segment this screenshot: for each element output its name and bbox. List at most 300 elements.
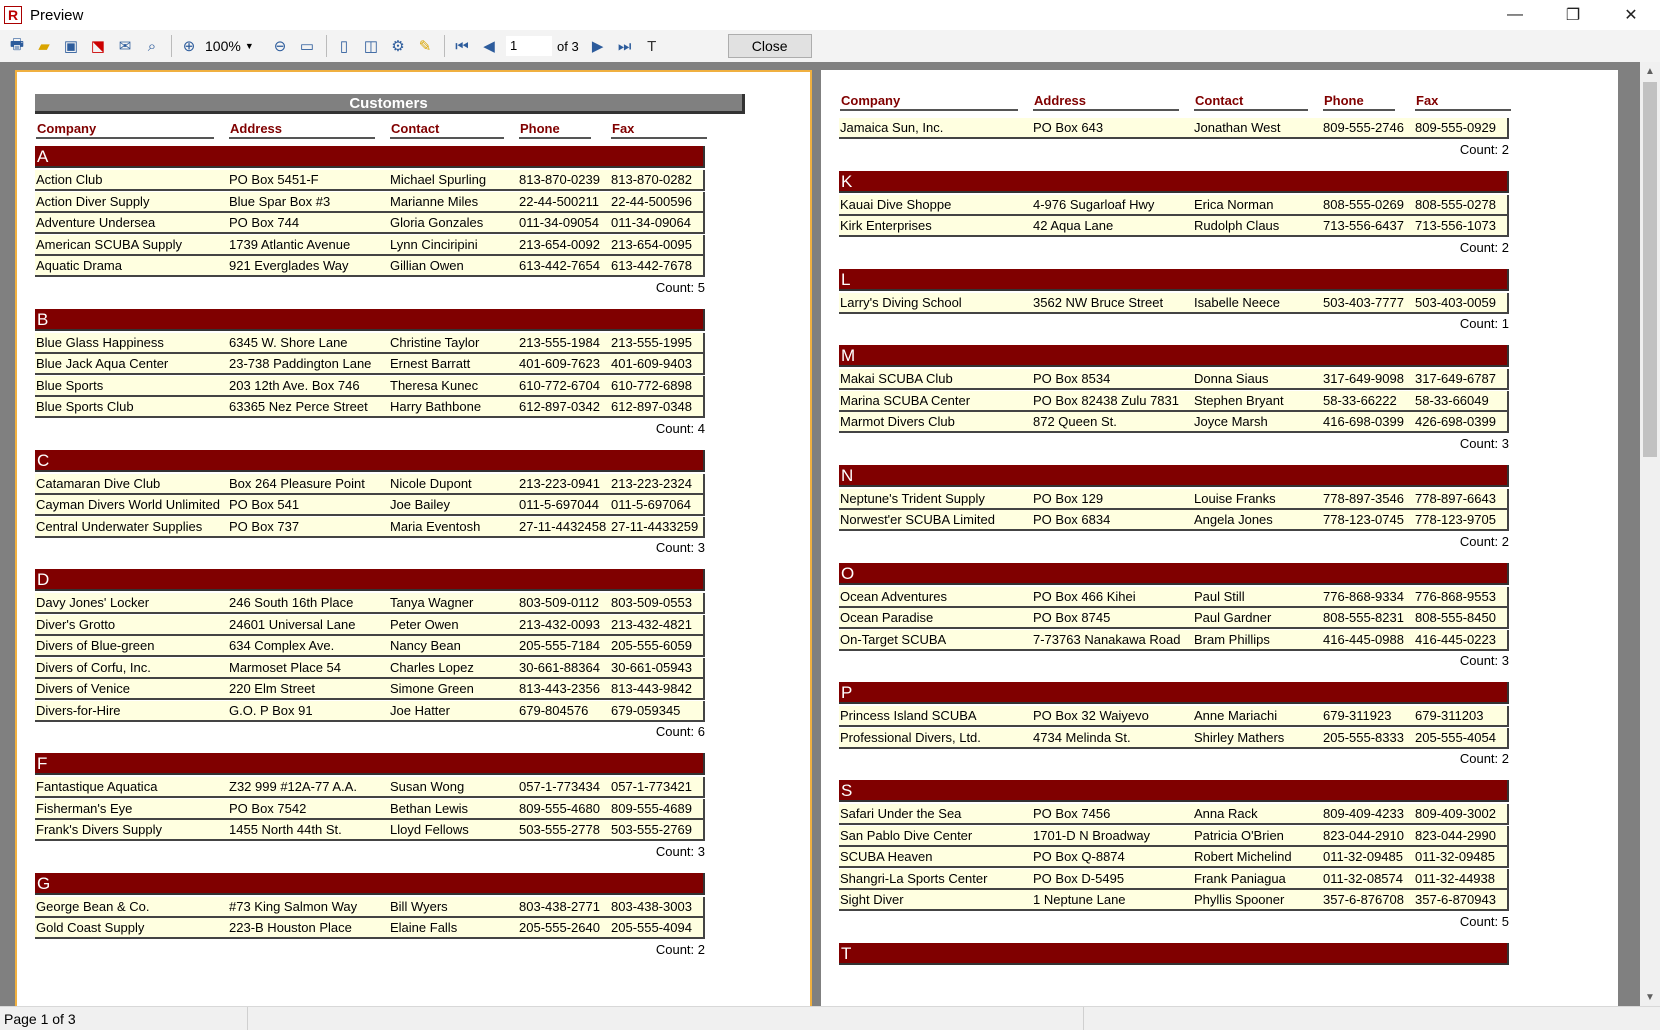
cell-fax: 612-897-0348 (611, 399, 692, 414)
cell-address: PO Box 466 Kihei (1033, 588, 1136, 604)
table-row[interactable] (839, 391, 1509, 412)
cell-contact: Tanya Wagner (390, 595, 474, 610)
cell-contact: Frank Paniagua (1194, 870, 1286, 886)
cell-address: PO Box 744 (229, 215, 300, 230)
cell-phone: 416-698-0399 (1323, 414, 1404, 429)
cell-phone: 213-654-0092 (519, 236, 600, 252)
vertical-scrollbar[interactable] (1640, 62, 1660, 1006)
cell-address: PO Box 129 (1033, 490, 1104, 506)
group-count (35, 280, 705, 295)
cell-contact: Michael Spurling (390, 172, 487, 187)
cell-company: Divers of Corfu, Inc. (36, 659, 151, 675)
cell-contact: Nicole Dupont (390, 475, 472, 491)
fit-page-icon[interactable]: ▭ (299, 38, 315, 55)
table-row[interactable] (35, 192, 705, 213)
scrollbar-thumb[interactable] (1643, 82, 1657, 457)
cell-phone: 679-311923 (1323, 708, 1392, 723)
cell-address: 1739 Atlantic Avenue (229, 236, 351, 252)
cell-fax: 416-445-0223 (1415, 631, 1496, 647)
cell-fax: 809-555-4689 (611, 800, 692, 816)
cell-company: Ocean Adventures (840, 588, 947, 604)
cell-contact: Joe Hatter (390, 702, 450, 718)
count-value: 5 (697, 279, 705, 295)
cell-company: Marina SCUBA Center (840, 392, 971, 408)
cell-company: Professional Divers, Ltd. (840, 729, 981, 745)
column-header-address[interactable]: Address (1033, 92, 1179, 111)
cell-fax: 803-438-3003 (611, 898, 692, 914)
cell-company: American SCUBA Supply (36, 236, 182, 252)
table-row[interactable] (839, 706, 1509, 727)
cell-contact: Susan Wong (390, 779, 465, 794)
cell-address: 6345 W. Shore Lane (229, 334, 348, 350)
table-row[interactable] (35, 777, 705, 798)
table-row[interactable] (35, 820, 705, 841)
cell-phone: 813-443-2356 (519, 681, 600, 696)
column-header-phone[interactable]: Phone (519, 120, 591, 139)
cell-company: San Pablo Dive Center (840, 827, 973, 843)
table-row[interactable] (839, 804, 1509, 825)
cell-fax: 205-555-4054 (1415, 729, 1496, 745)
cell-address: PO Box D-5495 (1033, 870, 1125, 886)
table-row[interactable] (839, 369, 1509, 390)
table-row[interactable] (35, 376, 705, 397)
cell-fax: 011-5-697064 (611, 497, 691, 512)
cell-contact: Robert Michelind (1194, 849, 1292, 864)
table-row[interactable] (839, 728, 1509, 749)
zoom-out-icon[interactable]: ⊖ (273, 38, 287, 55)
group-count (35, 942, 705, 957)
cell-fax: 809-555-0929 (1415, 120, 1496, 135)
cell-fax: 813-870-0282 (611, 172, 692, 187)
cell-phone: 808-555-8231 (1323, 610, 1404, 625)
cell-fax: 401-609-9403 (611, 356, 692, 371)
cell-address: 1 Neptune Lane (1033, 892, 1126, 907)
cell-phone: 213-223-0941 (519, 475, 600, 491)
cell-contact: Elaine Falls (390, 920, 458, 935)
cell-company: Blue Sports Club (36, 399, 134, 414)
cell-address: 24601 Universal Lane (229, 616, 356, 632)
cell-phone: 30-661-88364 (519, 659, 600, 675)
cell-fax: 503-403-0059 (1415, 294, 1496, 310)
cell-fax: 426-698-0399 (1415, 414, 1496, 429)
email-icon[interactable]: ✉ (118, 38, 132, 55)
cell-address: 1701-D N Broadway (1033, 827, 1151, 843)
cell-contact: Simone Green (390, 681, 474, 696)
table-row[interactable] (35, 636, 705, 657)
count-label: Count: (1459, 239, 1502, 255)
group-header-t: T (839, 943, 1509, 965)
toolbar-separator (171, 35, 172, 57)
close-window-button[interactable]: ✕ (1624, 7, 1638, 24)
cell-fax: 610-772-6898 (611, 377, 692, 393)
single-page-icon[interactable]: ▯ (339, 38, 349, 55)
cell-company: Kirk Enterprises (840, 218, 932, 233)
cell-company: Divers of Venice (36, 681, 130, 696)
status-bar (0, 1006, 1660, 1030)
count-label: Count: (1459, 913, 1502, 929)
table-row[interactable] (35, 235, 705, 256)
pdf-icon[interactable]: ⬔ (90, 38, 106, 55)
cell-address: 3562 NW Bruce Street (1033, 294, 1164, 310)
column-header-contact[interactable]: Contact (390, 120, 504, 139)
table-row[interactable] (35, 679, 705, 700)
cell-address: Box 264 Pleasure Point (229, 475, 365, 491)
page-setup-icon[interactable]: ⚙ (391, 38, 405, 55)
cell-contact: Rudolph Claus (1194, 218, 1280, 233)
cell-company: Norwest'er SCUBA Limited (840, 512, 995, 527)
cell-fax: 809-409-3002 (1415, 806, 1496, 821)
cell-phone: 713-556-6437 (1323, 218, 1404, 233)
cell-address: PO Box 737 (229, 518, 300, 534)
cell-fax: 213-223-2324 (611, 475, 692, 491)
group-count (35, 421, 705, 436)
table-row[interactable] (839, 608, 1509, 629)
count-value: 1 (1501, 316, 1509, 331)
toolbar (0, 30, 1660, 62)
table-row[interactable] (35, 354, 705, 375)
table-row[interactable] (839, 489, 1509, 510)
cell-contact: Gloria Gonzales (390, 215, 484, 230)
cell-address: Marmoset Place 54 (229, 659, 341, 675)
cell-fax: 27-11-4433259 (611, 518, 699, 534)
group-header-o: O (839, 563, 1509, 585)
cell-phone: 011-5-697044 (519, 497, 599, 512)
cell-contact: Christine Taylor (390, 334, 480, 350)
cell-contact: Jonathan West (1194, 120, 1281, 135)
cell-fax: 213-654-0095 (611, 236, 692, 252)
zoom-value: 100% (205, 38, 241, 54)
cell-address: 634 Complex Ave. (229, 638, 335, 653)
cell-address: PO Box 7542 (229, 800, 307, 816)
cell-company: Gold Coast Supply (36, 920, 145, 935)
table-row[interactable] (35, 397, 705, 418)
table-row[interactable] (839, 826, 1509, 847)
cell-fax: 205-555-4094 (611, 920, 692, 935)
cell-phone: 011-34-09054 (519, 215, 599, 230)
cell-fax: 057-1-773421 (611, 779, 692, 794)
cell-phone: 612-897-0342 (519, 399, 600, 414)
cell-phone: 778-897-3546 (1323, 490, 1404, 506)
cell-contact: Lynn Cinciripini (390, 236, 478, 252)
cell-fax: 813-443-9842 (611, 681, 692, 696)
cell-contact: Joyce Marsh (1194, 414, 1268, 429)
group-header-m: M (839, 345, 1509, 367)
cell-contact: Lloyd Fellows (390, 822, 469, 837)
group-count (35, 540, 705, 555)
cell-address: 1455 North 44th St. (229, 822, 342, 837)
cell-address: #73 King Salmon Way (229, 898, 358, 914)
cell-fax: 22-44-500596 (611, 193, 692, 209)
count-label: Count: (1459, 751, 1502, 766)
cell-address: 7-73763 Nanakawa Road (1033, 631, 1181, 647)
multi-page-icon[interactable]: ◫ (363, 38, 379, 55)
table-row[interactable] (35, 333, 705, 354)
count-label: Count: (1459, 653, 1502, 668)
table-row[interactable] (839, 293, 1509, 314)
cell-address: 223-B Houston Place (229, 920, 352, 935)
cell-company: Shangri-La Sports Center (840, 870, 988, 886)
table-row[interactable] (839, 216, 1509, 237)
table-row[interactable] (839, 869, 1509, 890)
table-row[interactable] (35, 918, 705, 939)
table-row[interactable] (35, 517, 705, 538)
cell-fax: 808-555-8450 (1415, 610, 1496, 625)
last-page-icon[interactable]: ⏭ (617, 37, 632, 55)
cell-company: George Bean & Co. (36, 898, 150, 914)
cell-phone: 205-555-2640 (519, 920, 600, 935)
cell-fax: 778-123-9705 (1415, 512, 1496, 527)
first-page-icon[interactable]: ⏮ (455, 37, 469, 55)
cell-fax: 613-442-7678 (611, 258, 692, 273)
column-header-fax[interactable]: Fax (1415, 92, 1511, 111)
cell-phone: 809-409-4233 (1323, 806, 1404, 821)
cell-phone: 401-609-7623 (519, 356, 600, 371)
title-bar (0, 0, 1660, 30)
next-page-icon[interactable]: ▶ (591, 38, 604, 55)
cell-fax: 808-555-0278 (1415, 196, 1496, 212)
close-button[interactable]: Close (728, 34, 812, 58)
find-icon[interactable]: ⌕ (147, 37, 157, 55)
count-value: 2 (1501, 141, 1509, 157)
zoom-in-icon[interactable]: ⊕ (182, 38, 196, 55)
cell-phone: 416-445-0988 (1323, 631, 1404, 647)
group-header-b: B (35, 309, 705, 331)
count-label: Count: (655, 540, 698, 555)
table-row[interactable] (35, 615, 705, 636)
count-value: 2 (1501, 533, 1509, 549)
window-title: Preview (30, 6, 84, 24)
count-label: Count: (655, 724, 698, 739)
column-header-company[interactable]: Company (840, 92, 1018, 111)
column-header-fax[interactable]: Fax (611, 120, 707, 139)
table-row[interactable] (35, 897, 705, 918)
table-row[interactable] (839, 118, 1509, 139)
count-value: 2 (1501, 751, 1509, 766)
column-header-address[interactable]: Address (229, 120, 375, 139)
count-label: Count: (1459, 141, 1502, 157)
cell-fax: 679-059345 (611, 702, 681, 718)
cell-fax: 30-661-05943 (611, 659, 692, 675)
scroll-down-icon[interactable]: ▼ (1645, 991, 1655, 1003)
cell-address: 921 Everglades Way (229, 258, 349, 273)
group-header-f: F (35, 753, 705, 775)
cell-contact: Angela Jones (1194, 512, 1273, 527)
table-row[interactable] (839, 587, 1509, 608)
cell-address: PO Box 32 Waiyevo (1033, 708, 1149, 723)
table-row[interactable] (35, 170, 705, 191)
cell-company: Aquatic Drama (36, 258, 122, 273)
group-count (839, 436, 1509, 451)
print-icon[interactable]: 🖶 (9, 35, 25, 53)
cell-phone: 776-868-9334 (1323, 588, 1404, 604)
cell-address: 220 Elm Street (229, 681, 315, 696)
table-row[interactable] (35, 701, 705, 722)
count-value: 2 (1501, 239, 1509, 255)
cell-phone: 809-555-4680 (519, 800, 600, 816)
cell-fax: 213-555-1995 (611, 334, 692, 350)
cell-phone: 823-044-2910 (1323, 827, 1404, 843)
cell-address: PO Box 8534 (1033, 371, 1111, 386)
cell-phone: 808-555-0269 (1323, 196, 1404, 212)
cell-contact: Peter Owen (390, 616, 459, 632)
group-header-c: C (35, 450, 705, 472)
cell-address: 4-976 Sugarloaf Hwy (1033, 196, 1155, 212)
table-row[interactable] (35, 658, 705, 679)
count-value: 5 (1501, 913, 1509, 929)
cell-phone: 613-442-7654 (519, 258, 600, 273)
cell-fax: 317-649-6787 (1415, 371, 1496, 386)
cell-company: Fisherman's Eye (36, 800, 133, 816)
cell-fax: 823-044-2990 (1415, 827, 1496, 843)
open-icon[interactable]: ▰ (38, 38, 50, 55)
cell-contact: Shirley Mathers (1194, 729, 1285, 745)
table-row[interactable] (35, 495, 705, 516)
text-tool-icon[interactable]: T (647, 37, 657, 55)
cell-fax: 679-311203 (1415, 708, 1484, 723)
cell-phone: 205-555-8333 (1323, 729, 1404, 745)
cell-address: PO Box Q-8874 (1033, 849, 1125, 864)
group-header-a: A (35, 146, 705, 168)
cell-address: PO Box 82438 Zulu 7831 (1033, 392, 1179, 408)
count-label: Count: (1459, 533, 1502, 549)
count-value: 6 (697, 724, 705, 739)
cell-company: Fantastique Aquatica (36, 779, 158, 794)
table-row[interactable] (839, 195, 1509, 216)
cell-contact: Maria Eventosh (390, 518, 481, 534)
maximize-button[interactable]: ❐ (1565, 7, 1581, 24)
cell-contact: Joe Bailey (390, 497, 450, 512)
cell-phone: 317-649-9098 (1323, 371, 1404, 386)
cell-address: 63365 Nez Perce Street (229, 399, 368, 414)
count-value: 3 (697, 843, 705, 859)
status-panel (248, 1007, 1084, 1030)
table-row[interactable] (839, 510, 1509, 531)
group-header-d: D (35, 569, 705, 591)
cell-address: PO Box 541 (229, 497, 300, 512)
count-label: Count: (655, 843, 698, 859)
cell-address: PO Box 6834 (1033, 512, 1111, 527)
cell-company: Divers-for-Hire (36, 702, 121, 718)
table-row[interactable] (839, 412, 1509, 433)
cell-fax: 011-32-09485 (1415, 849, 1495, 864)
minimize-button[interactable]: — (1507, 6, 1523, 23)
cell-fax: 803-509-0553 (611, 595, 692, 610)
cell-fax: 205-555-6059 (611, 638, 692, 653)
cell-fax: 213-432-4821 (611, 616, 692, 632)
cell-address: Blue Spar Box #3 (229, 193, 331, 209)
cell-contact: Gillian Owen (390, 258, 464, 273)
cell-company: Marmot Divers Club (840, 414, 955, 429)
group-header-l: L (839, 269, 1509, 291)
count-label: Count: (1459, 435, 1502, 451)
count-value: 3 (1501, 653, 1509, 668)
cell-phone: 213-555-1984 (519, 334, 600, 350)
cell-address: PO Box 7456 (1033, 806, 1111, 821)
cell-contact: Anne Mariachi (1194, 708, 1278, 723)
scroll-up-icon[interactable]: ▲ (1645, 65, 1655, 77)
cell-contact: Paul Gardner (1194, 610, 1272, 625)
cell-company: Action Club (36, 172, 103, 187)
toolbar-separator (326, 35, 327, 57)
page-number-input[interactable]: 1 (505, 35, 553, 57)
cell-contact: Marianne Miles (390, 193, 479, 209)
cell-company: Adventure Undersea (36, 215, 156, 230)
table-row[interactable] (35, 256, 705, 277)
cell-fax: 776-868-9553 (1415, 588, 1496, 604)
cell-address: G.O. P Box 91 (229, 702, 313, 718)
table-row[interactable] (839, 890, 1509, 911)
cell-contact: Patricia O'Brien (1194, 827, 1284, 843)
toolbar-separator (444, 35, 445, 57)
status-page-text: Page 1 of 3 (0, 1007, 248, 1030)
group-count (35, 724, 705, 739)
report-page-1 (15, 70, 812, 1006)
count-label: Count: (655, 279, 698, 295)
group-count (839, 534, 1509, 549)
table-row[interactable] (35, 799, 705, 820)
cell-address: 23-738 Paddington Lane (229, 356, 372, 371)
cell-phone: 205-555-7184 (519, 638, 600, 653)
table-row[interactable] (35, 593, 705, 614)
cell-phone: 803-438-2771 (519, 898, 600, 914)
cell-company: Kauai Dive Shoppe (840, 196, 952, 212)
table-row[interactable] (35, 474, 705, 495)
zoom-select[interactable] (205, 38, 263, 54)
cell-phone: 503-403-7777 (1323, 294, 1404, 310)
cell-company: Jamaica Sun, Inc. (840, 120, 944, 135)
cell-contact: Bethan Lewis (390, 800, 469, 816)
edit-icon[interactable]: ✎ (418, 38, 432, 55)
table-row[interactable] (35, 213, 705, 234)
cell-fax: 011-34-09064 (611, 215, 691, 230)
column-header-phone[interactable]: Phone (1323, 92, 1395, 111)
group-header-s: S (839, 780, 1509, 802)
table-row[interactable] (839, 847, 1509, 868)
prev-page-icon[interactable]: ◀ (483, 38, 495, 55)
cell-phone: 813-870-0239 (519, 172, 600, 187)
save-icon[interactable]: ▣ (63, 38, 79, 55)
preview-area[interactable] (0, 62, 1640, 1006)
column-header-contact[interactable]: Contact (1194, 92, 1308, 111)
cell-address: 4734 Melinda St. (1033, 729, 1131, 745)
cell-fax: 778-897-6643 (1415, 490, 1496, 506)
cell-phone: 679-804576 (519, 702, 589, 718)
table-row[interactable] (839, 630, 1509, 651)
chevron-down-icon: ▼ (244, 41, 254, 51)
cell-address: 246 South 16th Place (229, 595, 354, 610)
group-header-n: N (839, 465, 1509, 487)
cell-address: PO Box 8745 (1033, 610, 1111, 625)
group-count (839, 316, 1509, 331)
cell-contact: Harry Bathbone (390, 399, 482, 414)
cell-fax: 58-33-66049 (1415, 392, 1489, 408)
cell-fax: 357-6-870943 (1415, 892, 1496, 907)
cell-company: Blue Glass Happiness (36, 334, 164, 350)
cell-company: Diver's Grotto (36, 616, 116, 632)
report-title: Customers (35, 94, 745, 114)
cell-contact: Ernest Barratt (390, 356, 471, 371)
group-header-k: K (839, 171, 1509, 193)
cell-phone: 22-44-500211 (519, 193, 599, 209)
column-header-company[interactable]: Company (36, 120, 214, 139)
cell-contact: Phyllis Spooner (1194, 892, 1285, 907)
cell-phone: 58-33-66222 (1323, 392, 1397, 408)
cell-phone: 809-555-2746 (1323, 120, 1404, 135)
cell-phone: 610-772-6704 (519, 377, 600, 393)
cell-address: 203 12th Ave. Box 746 (229, 377, 360, 393)
cell-address: 42 Aqua Lane (1033, 218, 1114, 233)
cell-company: Blue Sports (36, 377, 104, 393)
